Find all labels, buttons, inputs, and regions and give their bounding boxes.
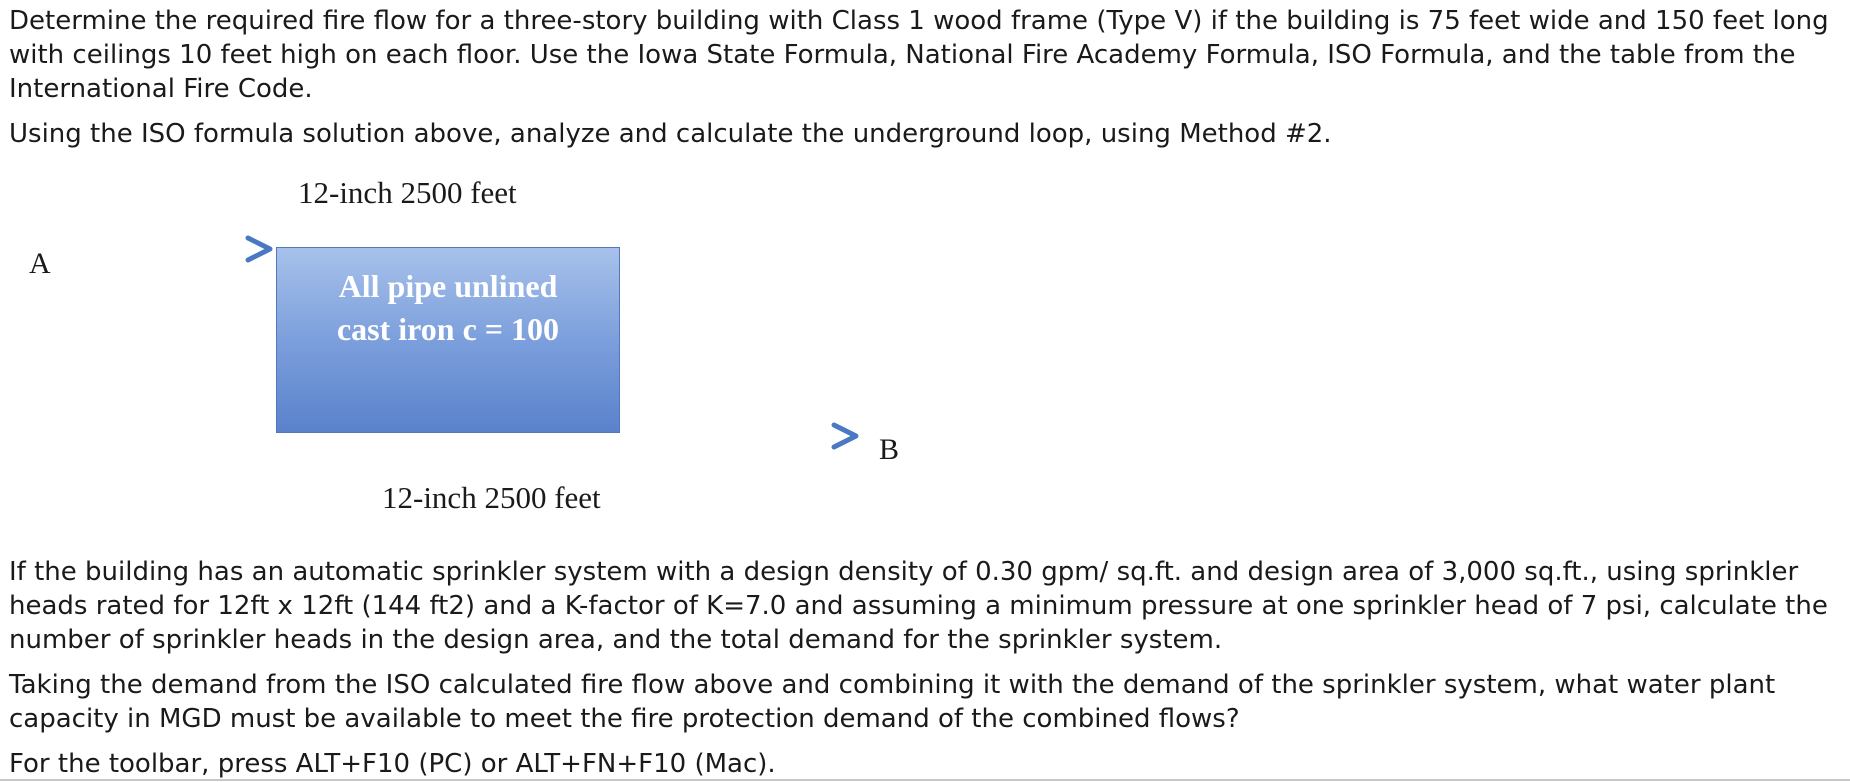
pipe-material-line-1: All pipe unlined	[338, 268, 558, 304]
sprinkler-question-paragraph: If the building has an automatic sprinkler system with a design density of 0.30 gpm/ sq.ft. and design area of 3,000 sq.ft., using sprinkler heads rated for 12ft x 12ft (144 ft2) and a K-factor of K=7.0 and assuming a minimum pressure at one sprinkler head of 7 psi, calculate the number of sprinkler heads in the design area, and the total demand for the sprinkler system.	[9, 557, 1828, 655]
point-b-label: B	[879, 433, 900, 466]
top-pipe-label: 12-inch 2500 feet	[298, 175, 517, 210]
toolbar-shortcut-hint: For the toolbar, press ALT+F10 (PC) or ALT+FN+F10 (Mac).	[9, 749, 776, 779]
bottom-pipe-label: 12-inch 2500 feet	[382, 480, 601, 515]
inlet-arrow	[64, 238, 270, 260]
editor-bottom-border	[0, 779, 1850, 781]
pipe-material-note	[276, 265, 620, 351]
pipe-material-line-2: cast iron c = 100	[336, 311, 560, 347]
point-a-label: A	[29, 247, 51, 280]
water-plant-capacity-paragraph: Taking the demand from the ISO calculated fire flow above and combining it with the demand of the sprinkler system, what water plant capacity in MGD must be available to meet the fire protection demand of the combined flows?	[9, 670, 1776, 734]
outlet-arrow	[620, 425, 856, 447]
loop-analysis-paragraph: Using the ISO formula solution above, analyze and calculate the underground loop, using Method #2.	[9, 119, 1332, 149]
problem-statement-paragraph: Determine the required fire flow for a three-story building with Class 1 wood frame (Type V) if the building is 75 feet wide and 150 feet long with ceilings 10 feet high on each floor. Use the Iowa State Formula, National Fire Academy Formula, ISO Formula, and the table from the International Fire Code.	[9, 6, 1829, 104]
